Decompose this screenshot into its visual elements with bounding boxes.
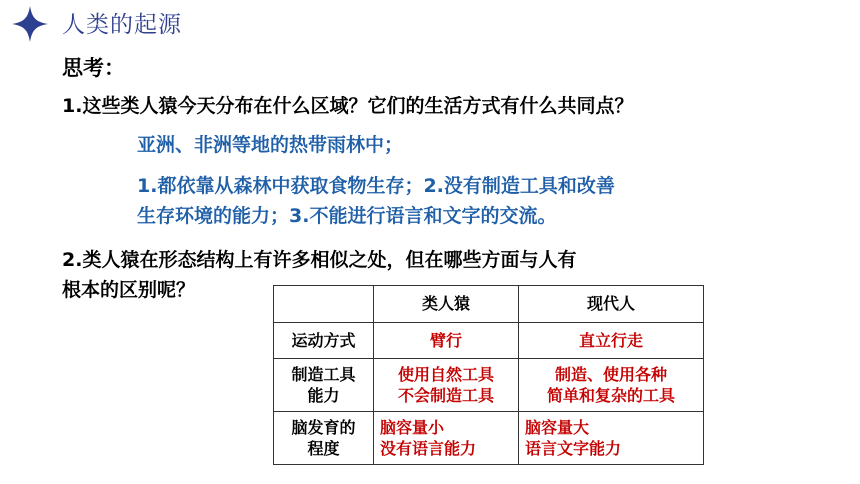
four-point-star-icon — [12, 6, 48, 42]
question-2-line-1: 2.类人猿在形态结构上有许多相似之处，但在哪些方面与人有 — [62, 249, 577, 271]
header-ape: 类人猿 — [374, 286, 519, 323]
header-empty-cell — [274, 286, 374, 323]
header-human: 现代人 — [519, 286, 704, 323]
page-title: 人类的起源 — [62, 12, 182, 38]
answer-2 — [137, 171, 797, 231]
human-value: 脑容量大 语言文字能力 — [519, 412, 704, 465]
question-2-line-2: 根本的区别呢？ — [62, 279, 196, 301]
table-row — [274, 412, 704, 465]
human-value: 直立行走 — [519, 322, 704, 359]
think-label: 思考： — [62, 56, 125, 80]
table-row — [274, 322, 704, 359]
answer-2-line-2: 生存环境的能力；3.不能进行语言和文字的交流。 — [137, 205, 557, 227]
answer-1: 亚洲、非洲等地的热带雨林中； — [137, 134, 404, 156]
ape-value: 使用自然工具 不会制造工具 — [374, 359, 519, 412]
ape-value: 臂行 — [374, 322, 519, 359]
table-row — [274, 359, 704, 412]
answer-2-line-1: 1.都依靠从森林中获取食物生存；2.没有制造工具和改善 — [137, 175, 615, 197]
comparison-table — [273, 285, 704, 465]
question-1: 1.这些类人猿今天分布在什么区域？它们的生活方式有什么共同点？ — [62, 95, 634, 117]
table-header-row — [274, 286, 704, 323]
ape-value: 脑容量小 没有语言能力 — [374, 412, 519, 465]
row-label: 运动方式 — [274, 322, 374, 359]
row-label: 脑发育的 程度 — [274, 412, 374, 465]
row-label: 制造工具 能力 — [274, 359, 374, 412]
human-value: 制造、使用各种 简单和复杂的工具 — [519, 359, 704, 412]
